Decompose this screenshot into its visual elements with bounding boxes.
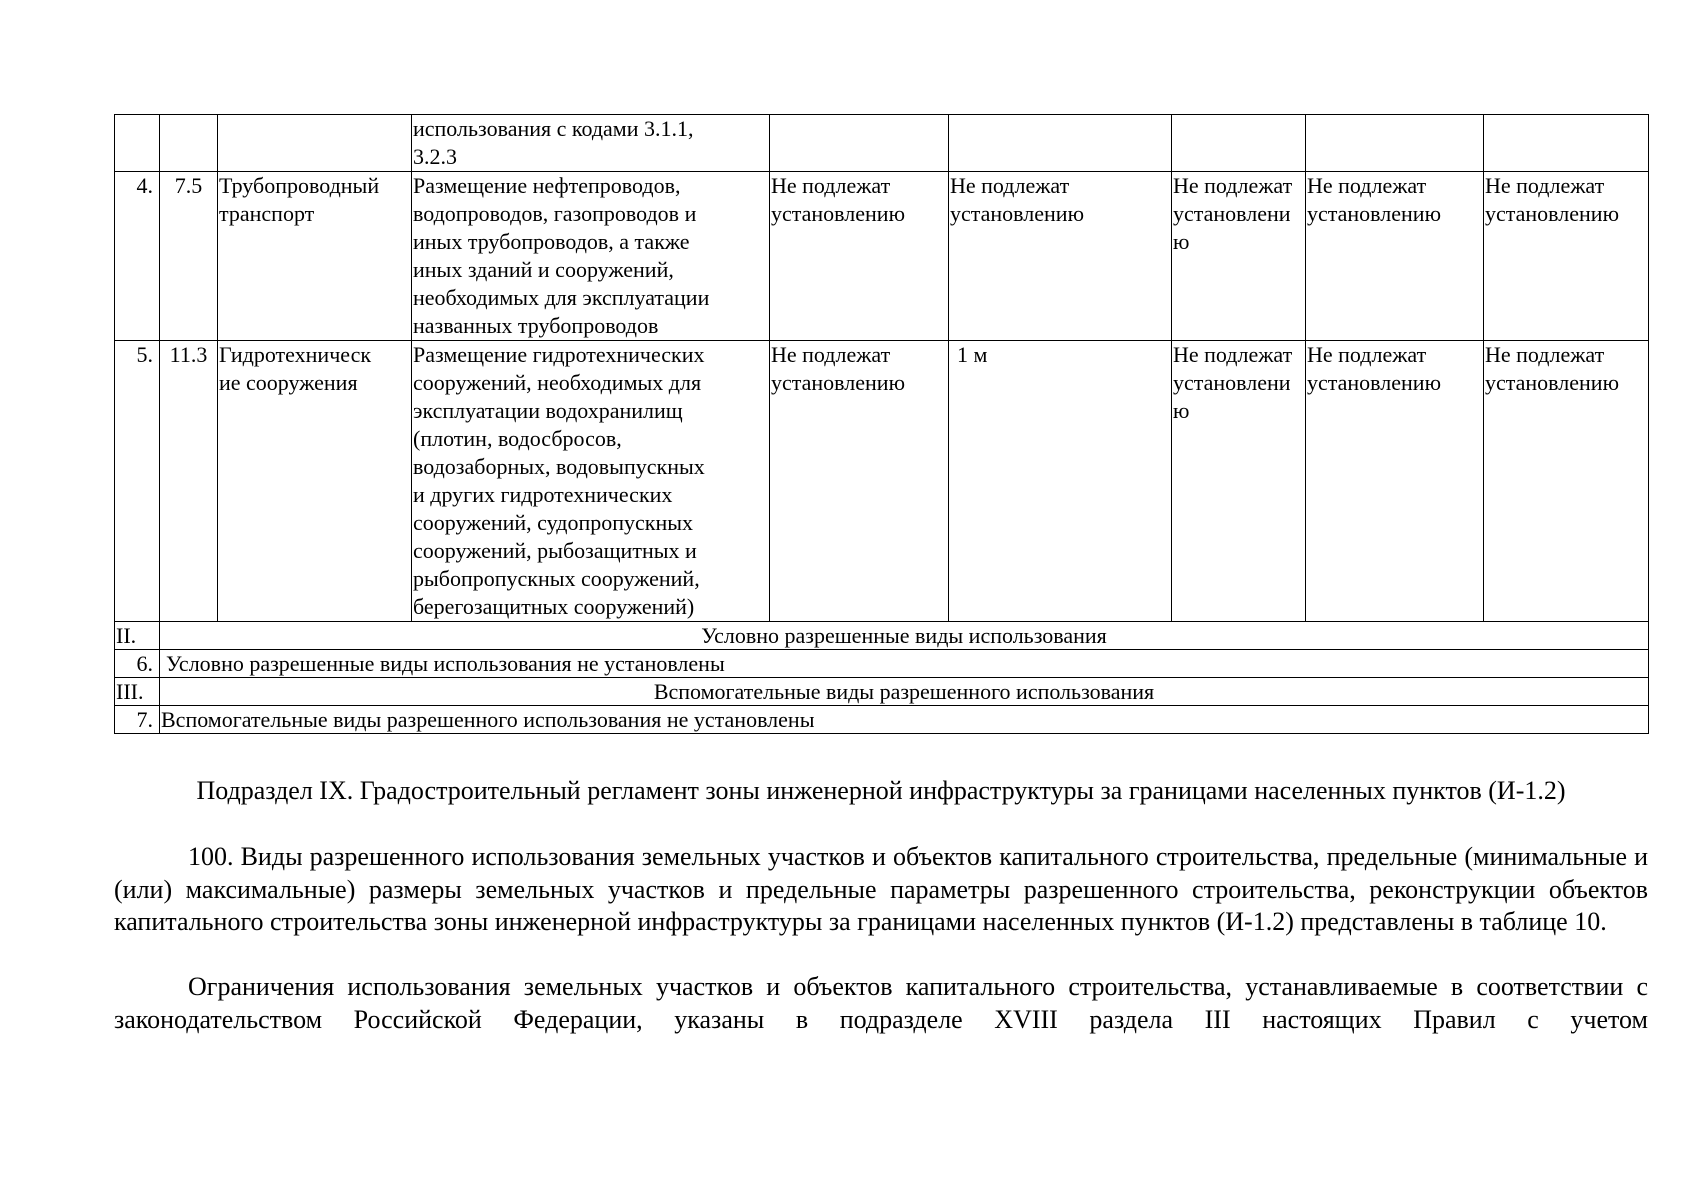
cell-text: Вспомогательные виды разрешенного использования не установлены: [160, 706, 1649, 734]
cell-num: 6.: [115, 650, 160, 678]
cell-param-5: [1484, 115, 1649, 172]
cell-num: 7.: [115, 706, 160, 734]
section-header-row: [115, 678, 1649, 706]
cell-description: использования с кодами 3.1.1, 3.2.3: [412, 115, 770, 172]
paragraph-text: 100. Виды разрешенного использования земельных участков и объектов капитального строительства, предельные (минимальные и (или) максимальные) размеры земельных участков и предельные параметры разрешенного строительства, реконструкции объектов капитального строительства зоны инженерной инфраструктуры за границами населенных пунктов (И-1.2) представлены в таблице 10.: [114, 842, 1648, 936]
cell-param-1: Не подлежат установлению: [770, 172, 949, 341]
cell-num: [115, 115, 160, 172]
cell-code: 11.3: [160, 341, 218, 622]
table-row-continuation: [115, 115, 1649, 172]
section-title: Вспомогательные виды разрешенного использования: [160, 678, 1649, 706]
cell-param-2: Не подлежат установлению: [949, 172, 1172, 341]
subsection-title: Подраздел IX. Градостроительный регламент зоны инженерной инфраструктуры за границами населенных пунктов (И-1.2): [196, 776, 1566, 805]
cell-text: Условно разрешенные виды использования не установлены: [160, 650, 1649, 678]
cell-param-3: [1172, 115, 1306, 172]
paragraph: [114, 971, 1648, 1036]
table-row: [115, 341, 1649, 622]
cell-description: Размещение гидротехнических сооружений, необходимых для эксплуатации водохранилищ (плотин, водосбросов, водозаборных, водовыпускных и других гидротехнических сооружений, судопропускных сооружений, рыбозащитных и рыбопропускных сооружений, берегозащитных сооружений): [412, 341, 770, 622]
cell-name: [218, 115, 412, 172]
regulations-table: [114, 114, 1649, 734]
section-title: Условно разрешенные виды использования: [160, 622, 1649, 650]
cell-section-num: II.: [115, 622, 160, 650]
cell-section-num: III.: [115, 678, 160, 706]
cell-param-5: Не подлежат установлению: [1484, 341, 1649, 622]
cell-param-1: Не подлежат установлению: [770, 341, 949, 622]
cell-num: 5.: [115, 341, 160, 622]
cell-num: 4.: [115, 172, 160, 341]
cell-description: Размещение нефтепроводов, водопроводов, газопроводов и иных трубопроводов, а также иных зданий и сооружений, необходимых для эксплуатации названных трубопроводов: [412, 172, 770, 341]
cell-param-2: 1 м: [949, 341, 1172, 622]
cell-name: Гидротехническ ие сооружения: [218, 341, 412, 622]
cell-param-4: Не подлежат установлению: [1306, 341, 1484, 622]
cell-code: [160, 115, 218, 172]
cell-param-5: Не подлежат установлению: [1484, 172, 1649, 341]
cell-param-1: [770, 115, 949, 172]
cell-param-2: [949, 115, 1172, 172]
table-row: [115, 172, 1649, 341]
paragraph-text: Ограничения использования земельных участков и объектов капитального строительства, устанавливаемые в соответствии с законодательством Российской Федерации, указаны в подразделе XVIII раздела III настоящих Правил с учетом: [114, 972, 1648, 1034]
cell-param-4: Не подлежат установлению: [1306, 172, 1484, 341]
table-row: [115, 706, 1649, 734]
cell-param-4: [1306, 115, 1484, 172]
cell-param-3: Не подлежат установлени ю: [1172, 172, 1306, 341]
cell-code: 7.5: [160, 172, 218, 341]
cell-name: Трубопроводный транспорт: [218, 172, 412, 341]
cell-param-3: Не подлежат установлени ю: [1172, 341, 1306, 622]
table-row: [115, 650, 1649, 678]
paragraph: [114, 841, 1648, 939]
section-header-row: [115, 622, 1649, 650]
